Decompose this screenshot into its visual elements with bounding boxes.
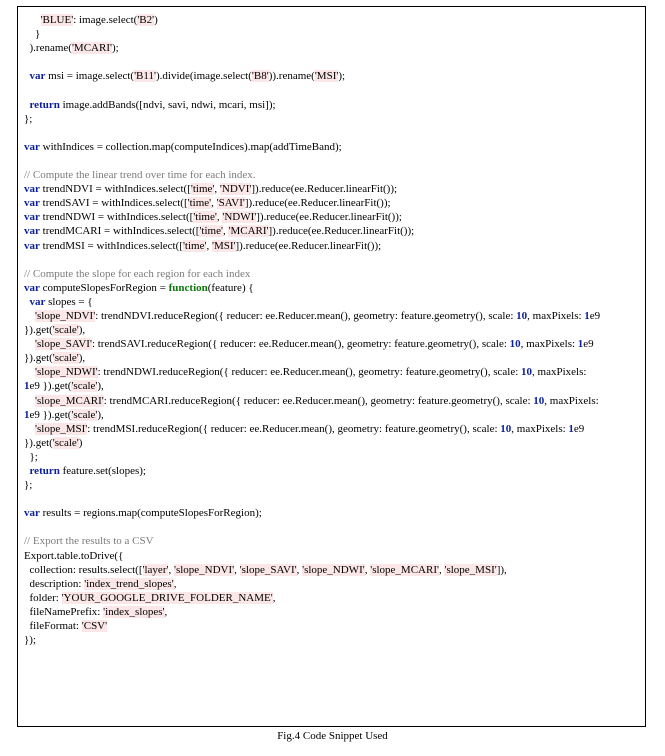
code-line (24, 323, 641, 337)
code-token: 'SAVI' (216, 197, 245, 210)
code-line (24, 351, 641, 365)
code-token: image.addBands([ndvi, savi, ndwi, mcari, msi]); (59, 98, 276, 111)
code-token: folder: (24, 591, 62, 604)
code-token: 'slope_NDVI' (35, 309, 96, 322)
code-token: 'time' (193, 211, 217, 224)
code-token: ), (97, 380, 104, 393)
code-line (24, 379, 641, 393)
code-token: 'slope_MSI' (35, 422, 88, 435)
code-line (24, 168, 641, 182)
code-token: 'CSV' (81, 620, 108, 633)
code-line (24, 450, 641, 464)
code-token: 'slope_SAVI' (35, 338, 92, 351)
code-token: 'slope_NDWI' (35, 366, 98, 379)
code-token: e9 }).get( (29, 380, 72, 393)
code-token: }).get( (24, 436, 53, 449)
code-token: 'slope_MSI' (444, 563, 497, 576)
code-token: 'time' (182, 239, 207, 252)
code-line (24, 253, 641, 267)
code-line (24, 154, 641, 168)
code-token: 1 (24, 408, 30, 421)
code-token: }); (24, 634, 36, 647)
code-token: 'YOUR_GOOGLE_DRIVE_FOLDER_NAME' (61, 591, 273, 604)
code-line (24, 408, 641, 422)
code-token: 1 (577, 338, 584, 351)
code-block (24, 13, 641, 647)
code-line (24, 239, 641, 253)
code-line (24, 577, 641, 591)
code-token: trendSAVI = withIndices.select([ (39, 197, 188, 210)
code-line (24, 591, 641, 605)
code-token: e9 (583, 338, 594, 351)
code-token: var (29, 70, 46, 83)
code-token: ) (154, 14, 158, 26)
code-token: trendMSI = withIndices.select([ (39, 239, 183, 252)
code-line (24, 534, 641, 548)
code-token: 'time' (187, 197, 212, 210)
code-line (24, 182, 641, 196)
code-token: , maxPixels: (527, 309, 585, 322)
code-token: , (214, 183, 220, 196)
code-token: 'MSI' (211, 239, 236, 252)
code-token (24, 423, 35, 435)
code-token: 10 (521, 366, 533, 379)
code-token: var (24, 140, 40, 153)
code-token: : trendNDWI.reduceRegion({ reducer: ee.Reducer.mean(), geometry: feature.geometry(), scale: (97, 366, 522, 379)
code-token: withIndices = collection.map(computeIndices).map(addTimeBand); (39, 140, 342, 153)
code-token: 10 (509, 338, 521, 351)
code-token: : trendNDVI.reduceRegion({ reducer: ee.Reducer.mean(), geometry: feature.geometry(), scale: (95, 309, 517, 322)
code-token: 'BLUE' (40, 14, 74, 26)
code-token: 'B8' (251, 70, 269, 83)
code-token: var (24, 281, 40, 294)
code-token: 10 (533, 394, 545, 407)
code-token: return (29, 98, 60, 111)
code-token: , maxPixels: (544, 394, 599, 407)
code-token: results = regions.map(computeSlopesForRegion); (39, 507, 262, 520)
code-token: , (211, 197, 217, 210)
code-line (24, 13, 641, 27)
code-token: // Export the results to a CSV (24, 535, 154, 548)
code-token: var (24, 183, 40, 196)
code-token: 'slope_MCARI' (35, 394, 104, 407)
code-line (24, 55, 641, 69)
code-token: collection: results.select([ (24, 563, 143, 576)
code-token: 'scale' (52, 352, 79, 365)
code-token: }).get( (24, 352, 53, 365)
code-token: (feature) { (207, 281, 254, 294)
code-line (24, 126, 641, 140)
code-token: : image.select( (73, 14, 138, 26)
code-token: , (438, 563, 445, 576)
code-token: }; (24, 479, 33, 492)
code-line (24, 267, 641, 281)
code-line (24, 464, 641, 478)
code-token (24, 366, 35, 378)
code-line (24, 365, 641, 379)
code-token: // Compute the slope for each region for each index (24, 267, 251, 280)
code-token: 'slope_NDWI' (302, 563, 365, 576)
code-token: 'MSI' (314, 70, 339, 83)
code-line (24, 619, 641, 633)
code-token: fileFormat: (24, 620, 82, 633)
code-token: ), (78, 352, 86, 365)
code-line (24, 112, 641, 126)
code-token: 'slope_MCARI' (370, 563, 439, 576)
code-token: , (272, 591, 276, 604)
code-token: , (168, 563, 174, 576)
code-token: ]).reduce(ee.Reducer.linearFit()); (256, 211, 402, 224)
code-token: , (222, 225, 229, 238)
code-token: ]), (496, 563, 507, 576)
code-token: var (24, 507, 40, 520)
code-token: }).get( (24, 324, 53, 337)
code-token: , maxPixels: (511, 422, 569, 435)
code-token: e9 (573, 422, 585, 435)
code-token: msi = image.select( (45, 70, 135, 83)
figure-caption: Fig.4 Code Snippet Used (277, 730, 388, 742)
code-token: , (216, 211, 223, 224)
code-line (24, 295, 641, 309)
code-token: function (168, 281, 208, 294)
code-line (24, 549, 641, 563)
code-token: trendMCARI = withIndices.select([ (39, 225, 200, 238)
code-token (24, 338, 35, 350)
code-token: 'time' (199, 225, 223, 238)
code-token: Export.table.toDrive({ (24, 549, 124, 562)
code-token: e9 (589, 309, 601, 322)
code-token: ); (338, 70, 346, 83)
code-token: var (24, 225, 40, 238)
code-token: var (24, 211, 40, 224)
code-token: 'NDVI' (219, 183, 252, 196)
code-token: // Compute the linear trend over time for each index. (24, 169, 256, 182)
code-token: return (29, 465, 60, 477)
code-token: 1 (24, 380, 30, 393)
code-line (24, 83, 641, 97)
code-token: , (206, 239, 212, 252)
code-line (24, 281, 641, 295)
code-token: trendNDVI = withIndices.select([ (39, 183, 191, 196)
code-token: description: (24, 577, 85, 590)
code-token: ]).reduce(ee.Reducer.linearFit()); (235, 239, 382, 252)
code-token: e9 }).get( (29, 408, 72, 421)
code-token: , (234, 563, 240, 576)
code-token: }; (24, 112, 33, 125)
code-line (24, 210, 641, 224)
code-line (24, 436, 641, 450)
code-token: ) (78, 436, 83, 449)
code-token: } (24, 28, 41, 41)
code-token: 'slope_NDVI' (173, 563, 235, 576)
code-token: 'scale' (71, 408, 98, 421)
code-token: : trendMSI.reduceRegion({ reducer: ee.Reducer.mean(), geometry: feature.geometry(), scale: (87, 422, 501, 435)
code-token: 'MCARI' (228, 225, 269, 238)
code-token: 'scale' (52, 436, 79, 449)
code-line (24, 520, 641, 534)
code-token (24, 310, 35, 322)
code-line (24, 140, 641, 154)
code-token: ), (78, 324, 86, 337)
code-token: 'index_trend_slopes' (84, 577, 174, 590)
code-token: }; (24, 450, 38, 463)
code-token: ]).reduce(ee.Reducer.linearFit()); (268, 225, 415, 238)
code-line (24, 27, 641, 41)
code-line (24, 506, 641, 520)
code-token: , maxPixels: (520, 338, 578, 351)
code-token: 'slope_SAVI' (239, 563, 297, 576)
code-token: : trendMCARI.reduceRegion({ reducer: ee.Reducer.mean(), geometry: feature.geometry(), scale: (103, 394, 534, 407)
code-line (24, 633, 641, 647)
code-token: ]).reduce(ee.Reducer.linearFit()); (251, 183, 398, 196)
code-token: 'NDWI' (222, 211, 257, 224)
code-token: 'scale' (71, 380, 98, 393)
code-line (24, 492, 641, 506)
code-line (24, 422, 641, 436)
code-line (24, 224, 641, 238)
code-token: )).rename( (268, 70, 315, 83)
code-token: ).divide(image.select( (155, 70, 252, 83)
code-token: var (24, 239, 40, 252)
code-token: , (364, 563, 371, 576)
code-token: 10 (516, 309, 528, 322)
code-token: , (164, 605, 168, 618)
code-line (24, 337, 641, 351)
code-token: feature.set(slopes); (59, 465, 146, 477)
code-token: ), (97, 408, 104, 421)
code-token: : trendSAVI.reduceRegion({ reducer: ee.Reducer.mean(), geometry: feature.geometry(), scale: (91, 338, 510, 351)
code-token: , (173, 577, 177, 590)
code-token: 'B11' (134, 70, 156, 83)
code-token: 'index_slopes' (103, 605, 165, 618)
code-line (24, 605, 641, 619)
code-token: 10 (500, 422, 512, 435)
code-token: ]).reduce(ee.Reducer.linearFit()); (244, 197, 391, 210)
code-token: ); (111, 42, 119, 55)
code-line (24, 394, 641, 408)
code-token: 1 (584, 309, 590, 322)
code-line (24, 41, 641, 55)
code-token: slopes = { (45, 295, 93, 308)
code-token: 'layer' (142, 563, 169, 576)
code-token: , maxPixels: (532, 366, 587, 379)
code-token: , (296, 563, 303, 576)
code-token: 'time' (190, 183, 215, 196)
code-line (24, 98, 641, 112)
code-token: 'MCARI' (71, 42, 112, 55)
code-line (24, 309, 641, 323)
code-token: 1 (568, 422, 574, 435)
code-token (24, 14, 41, 26)
code-token: trendNDWI = withIndices.select([ (39, 211, 194, 224)
code-token (24, 395, 35, 407)
code-token: 'scale' (52, 324, 79, 337)
code-snippet-box (17, 6, 646, 727)
code-token: computeSlopesForRegion = (39, 281, 169, 294)
code-line (24, 69, 641, 83)
code-token: 'B2' (137, 14, 155, 26)
code-token: ).rename( (24, 42, 72, 55)
code-line (24, 563, 641, 577)
code-token: var (29, 295, 46, 308)
code-line (24, 478, 641, 492)
code-token: fileNamePrefix: (24, 605, 104, 618)
code-token: var (24, 197, 40, 210)
code-line (24, 196, 641, 210)
